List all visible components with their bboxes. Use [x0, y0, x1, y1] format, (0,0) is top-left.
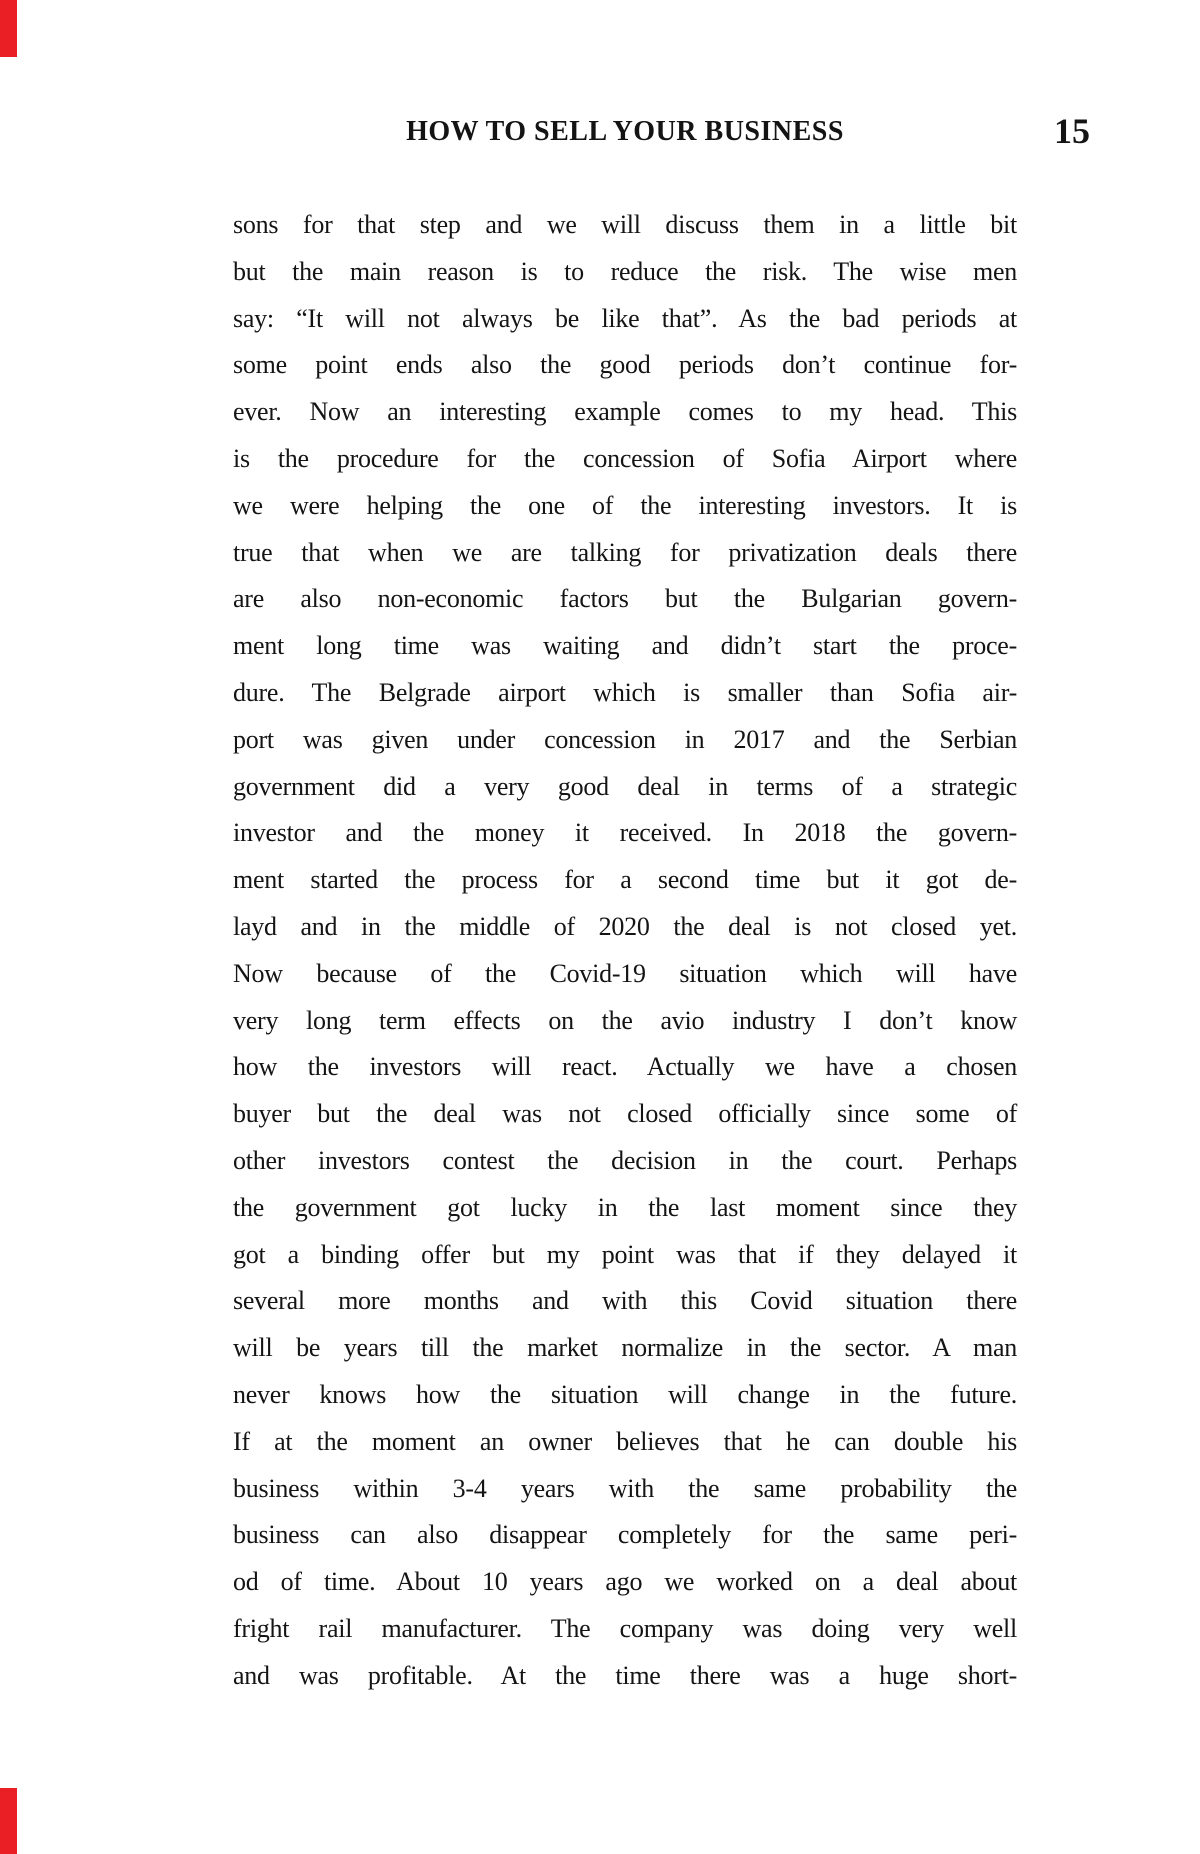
text-line: fright rail manufacturer. The company was doing very well	[233, 1613, 1017, 1643]
text-line: od of time. About 10 years ago we worked on a deal about	[233, 1567, 1017, 1597]
text-line: government did a very good deal in terms of a strategic	[233, 771, 1017, 801]
text-line: true that when we are talking for privatization deals there	[233, 537, 1017, 567]
text-line: ment long time was waiting and didn’t start the proce-	[233, 631, 1017, 661]
body-paragraph	[233, 202, 1017, 1700]
text-line: we were helping the one of the interesting investors. It is	[233, 490, 1017, 520]
text-line: how the investors will react. Actually we have a chosen	[233, 1052, 1017, 1082]
text-line: and was profitable. At the time there was a huge short-	[233, 1660, 1017, 1690]
text-line: layd and in the middle of 2020 the deal is not closed yet.	[233, 911, 1017, 941]
text-line: business can also disappear completely for the same peri-	[233, 1520, 1017, 1550]
text-line: ment started the process for a second time but it got de-	[233, 865, 1017, 895]
text-line: will be years till the market normalize in the sector. A man	[233, 1333, 1017, 1363]
text-line: dure. The Belgrade airport which is smaller than Sofia air-	[233, 677, 1017, 707]
text-line: never knows how the situation will change in the future.	[233, 1379, 1017, 1409]
text-line: sons for that step and we will discuss them in a little bit	[233, 210, 1017, 239]
text-line: other investors contest the decision in the court. Perhaps	[233, 1145, 1017, 1175]
text-line: If at the moment an owner believes that he can double his	[233, 1426, 1017, 1456]
text-line: port was given under concession in 2017 and the Serbian	[233, 724, 1017, 754]
red-edge-mark-bottom	[0, 1788, 17, 1854]
text-line: say: “It will not always be like that”. As the bad periods at	[233, 303, 1017, 333]
text-line: ever. Now an interesting example comes to my head. This	[233, 397, 1017, 427]
text-line: investor and the money it received. In 2018 the govern-	[233, 818, 1017, 848]
text-line: buyer but the deal was not closed officially since some of	[233, 1099, 1017, 1129]
text-line: business within 3-4 years with the same probability the	[233, 1473, 1017, 1503]
text-line: is the procedure for the concession of Sofia Airport where	[233, 443, 1017, 473]
page-number: 15	[1054, 111, 1090, 151]
text-line: but the main reason is to reduce the risk. The wise men	[233, 256, 1017, 286]
running-header-title: HOW TO SELL YOUR BUSINESS	[406, 116, 844, 147]
text-line: some point ends also the good periods don’t continue for-	[233, 350, 1017, 380]
text-line: very long term effects on the avio industry I don’t know	[233, 1005, 1017, 1035]
text-line: Now because of the Covid-19 situation which will have	[233, 958, 1017, 988]
text-line: are also non-economic factors but the Bulgarian govern-	[233, 584, 1017, 614]
text-line: several more months and with this Covid situation there	[233, 1286, 1017, 1316]
red-edge-mark-top	[0, 0, 17, 57]
text-line: got a binding offer but my point was that if they delayed it	[233, 1239, 1017, 1269]
text-line: the government got lucky in the last moment since they	[233, 1192, 1017, 1222]
